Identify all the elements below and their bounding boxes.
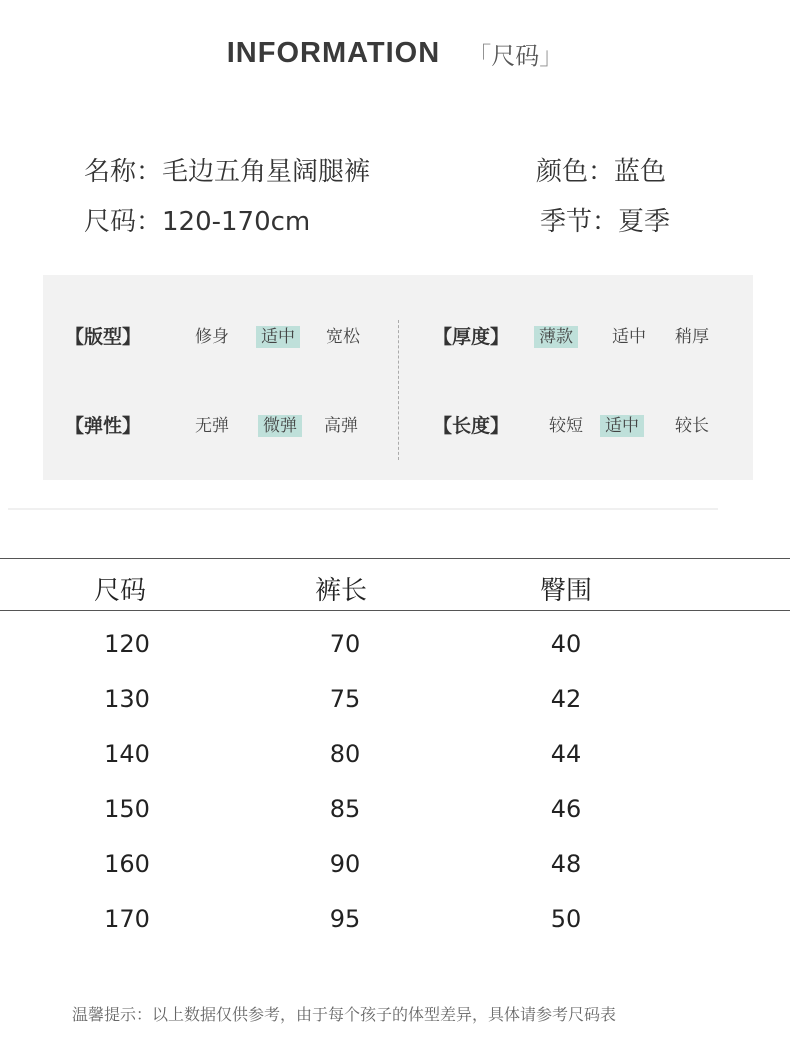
table-cell-size: 170 (104, 905, 150, 933)
title-english: INFORMATION (226, 37, 441, 69)
table-cell-size: 160 (104, 850, 150, 878)
param-elasticity-option-selected: 微弹 (258, 415, 302, 437)
table-cell-length: 90 (329, 850, 361, 878)
table-cell-hip: 48 (550, 850, 582, 878)
info-name: 名称：毛边五角星阔腿裤 (84, 157, 371, 187)
table-cell-hip: 44 (550, 740, 582, 768)
panel-divider (398, 320, 399, 460)
table-cell-hip: 42 (550, 685, 582, 713)
param-length-label: 【长度】 (433, 415, 510, 437)
info-color: 颜色：蓝色 (536, 157, 667, 187)
param-length-option: 较长 (675, 416, 709, 436)
title-chinese-text: 尺码 (491, 42, 540, 70)
table-cell-size: 120 (104, 630, 150, 658)
param-thickness-option-selected: 薄款 (534, 326, 578, 348)
table-cell-length: 85 (329, 795, 361, 823)
section-divider (8, 508, 718, 510)
table-top-rule (0, 558, 790, 559)
table-header-rule (0, 610, 790, 611)
table-cell-length: 70 (329, 630, 361, 658)
table-cell-hip: 50 (550, 905, 582, 933)
param-fit-option-selected: 适中 (256, 326, 300, 348)
table-cell-length: 95 (329, 905, 361, 933)
info-size: 尺码：120-170cm (84, 207, 311, 237)
param-thickness-label: 【厚度】 (433, 326, 510, 348)
table-cell-length: 80 (329, 740, 361, 768)
table-header-pants-length: 裤长 (315, 576, 368, 606)
param-thickness-option: 适中 (612, 327, 646, 347)
table-header-hip: 臀围 (540, 576, 593, 606)
param-elasticity-option: 高弹 (324, 416, 358, 436)
title-bracket-close: 」 (539, 42, 564, 70)
table-cell-size: 150 (104, 795, 150, 823)
table-header-size: 尺码 (94, 576, 147, 606)
param-elasticity-label: 【弹性】 (65, 415, 142, 437)
param-fit-label: 【版型】 (65, 326, 142, 348)
parameter-panel (43, 275, 753, 480)
param-elasticity-option: 无弹 (195, 416, 229, 436)
info-season: 季节：夏季 (540, 207, 671, 237)
table-cell-size: 130 (104, 685, 150, 713)
table-cell-length: 75 (329, 685, 361, 713)
page-title (0, 36, 790, 71)
title-chinese (467, 36, 563, 71)
title-bracket-open: 「 (467, 42, 492, 70)
param-length-option-selected: 适中 (600, 415, 644, 437)
param-fit-option: 宽松 (326, 327, 360, 347)
param-thickness-option: 稍厚 (675, 327, 709, 347)
param-length-option: 较短 (549, 416, 583, 436)
param-fit-option: 修身 (195, 327, 229, 347)
table-cell-hip: 46 (550, 795, 582, 823)
footnote: 温馨提示：以上数据仅供参考，由于每个孩子的体型差异，具体请参考尺码表 (72, 1005, 617, 1024)
table-cell-hip: 40 (550, 630, 582, 658)
table-cell-size: 140 (104, 740, 150, 768)
